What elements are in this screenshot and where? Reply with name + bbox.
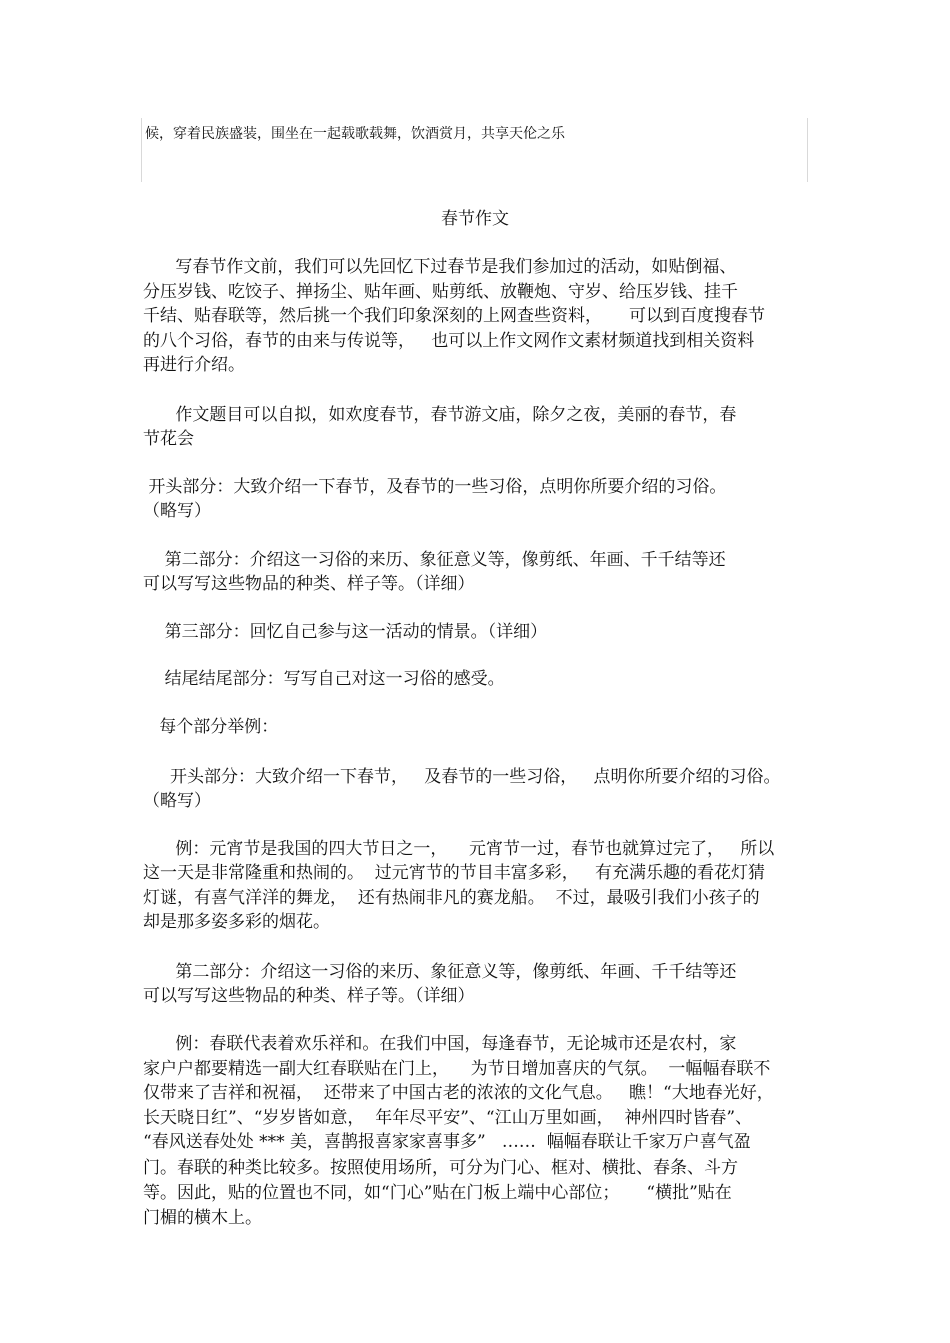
body-line: 作文题目可以自拟，如欢度春节，春节游文庙，除夕之夜，美丽的春节，春 <box>143 405 737 425</box>
body-line: 长天晓日红”、“岁岁皆如意， 年年尽平安”、“江山万里如画， 神州四时皆春”、 <box>143 1108 753 1128</box>
body-line: 节花会 <box>143 429 194 449</box>
body-line: 每个部分举例： <box>143 717 279 737</box>
body-line: 可以写写这些物品的种类、样子等。（详细） <box>143 986 475 1006</box>
body-line: 写春节作文前，我们可以先回忆下过春节是我们参加过的活动，如贴倒福、 <box>143 257 737 277</box>
body-line: 的八个习俗，春节的由来与传说等， 也可以上作文网作文素材频道找到相关资料 <box>143 331 755 351</box>
body-line: 结尾结尾部分：写写自己对这一习俗的感受。 <box>143 669 505 689</box>
body-line: 开头部分：大致介绍一下春节，及春节的一些习俗，点明你所要介绍的习俗。 <box>143 477 727 497</box>
body-line: （略写） <box>143 791 211 811</box>
body-line: （略写） <box>143 501 211 521</box>
body-line: 第二部分：介绍这一习俗的来历、象征意义等，像剪纸、年画、千千结等还 <box>143 550 726 570</box>
body-line: “春风送春处处 *** 美，喜鹊报喜家家喜事多” …… 幅幅春联让千家万户喜气盈 <box>143 1132 751 1152</box>
body-line: 门楣的横木上。 <box>143 1208 262 1228</box>
body-line: 却是那多姿多彩的烟花。 <box>143 912 330 932</box>
body-line: 仅带来了吉祥和祝福， 还带来了中国古老的浓浓的文化气息。 瞧！“大地春光好， <box>143 1083 774 1103</box>
body-line: 例：元宵节是我国的四大节日之一， 元宵节一过，春节也就算过完了， 所以 <box>143 839 775 859</box>
body-line: 门。春联的种类比较多。按照使用场所，可分为门心、框对、横批、春条、斗方 <box>143 1158 738 1178</box>
body-line: 分压岁钱、吃饺子、掸扬尘、贴年画、贴剪纸、放鞭炮、守岁、给压岁钱、挂千 <box>143 282 738 302</box>
body-line: 例：春联代表着欢乐祥和。在我们中国，每逢春节，无论城市还是农村，家 <box>143 1034 737 1054</box>
body-line: 这一天是非常隆重和热闹的。 过元宵节的节目丰富多彩， 有充满乐趣的看花灯猜 <box>143 863 766 883</box>
page-title: 春节作文 <box>441 209 509 229</box>
body-line: 再进行介绍。 <box>143 355 245 375</box>
body-line: 灯谜，有喜气洋洋的舞龙， 还有热闹非凡的赛龙船。 不过，最吸引我们小孩子的 <box>143 888 760 908</box>
body-line: 开头部分：大致介绍一下春节， 及春节的一些习俗， 点明你所要介绍的习俗。 <box>143 767 781 787</box>
body-line: 家户户都要精选一副大红春联贴在门上， 为节日增加喜庆的气氛。 一幅幅春联不 <box>143 1059 771 1079</box>
body-line: 第三部分：回忆自己参与这一活动的情景。（详细） <box>143 622 548 642</box>
body-line: 等。因此，贴的位置也不同，如“门心”贴在门板上端中心部位； “横批”贴在 <box>143 1183 732 1203</box>
body-line: 可以写写这些物品的种类、样子等。（详细） <box>143 574 475 594</box>
body-line: 千结、贴春联等，然后挑一个我们印象深刻的上网查些资料， 可以到百度搜春节 <box>143 306 766 326</box>
body-line: 第二部分：介绍这一习俗的来历、象征意义等，像剪纸、年画、千千结等还 <box>143 962 737 982</box>
top-fragment-text: 候，穿着民族盛装，围坐在一起载歌载舞，饮酒赏月，共享天伦之乐 <box>145 126 565 142</box>
